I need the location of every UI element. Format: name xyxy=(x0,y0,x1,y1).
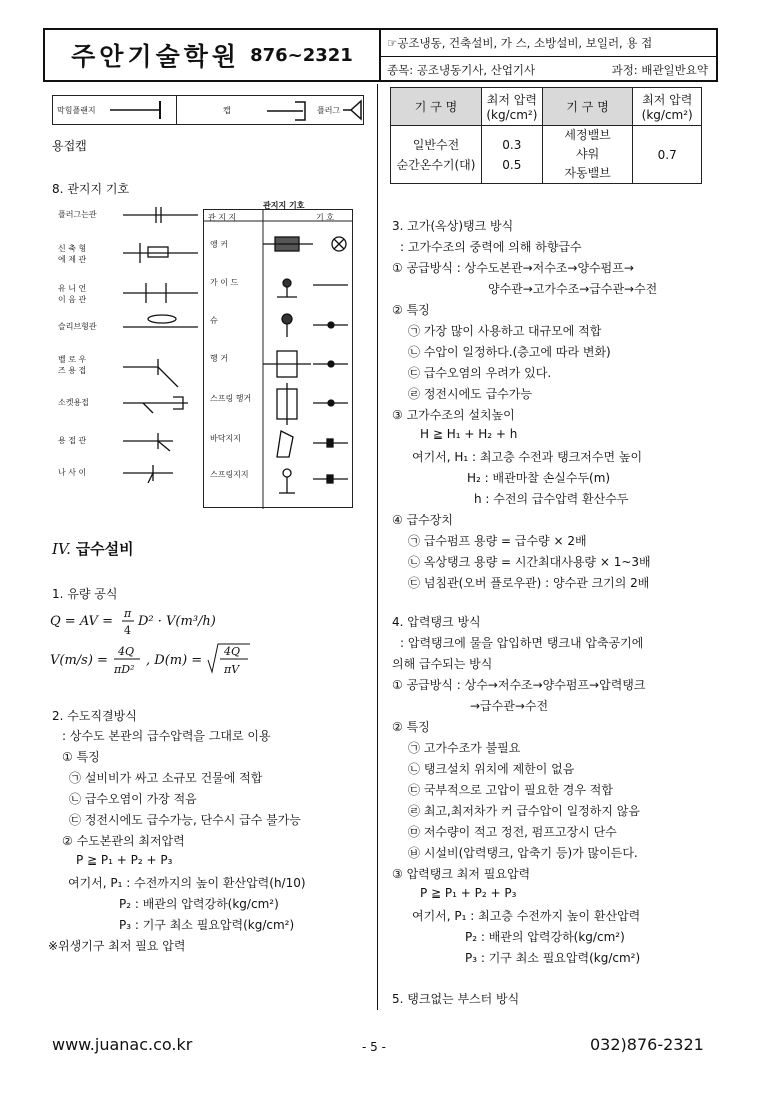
label-cap: 캡 xyxy=(223,106,231,115)
pipe-left-label: 소켓용접 xyxy=(58,398,89,407)
pipe-right-label: 바닥지지 xyxy=(210,434,241,443)
section-title-text: 급수설비 xyxy=(75,540,134,558)
s2-note: ※위생기구 최저 필요 압력 xyxy=(48,939,186,953)
s4-p2: P₂ : 배관의 압력강하(kg/cm²) xyxy=(465,930,625,944)
s4-min: ③ 압력탱크 최저 필요압력 xyxy=(392,867,531,881)
s2-f1: ㉠ 설비비가 싸고 소규모 건물에 적합 xyxy=(69,771,263,785)
section-title xyxy=(52,538,134,559)
pt-r1: 일반수전 xyxy=(412,137,460,152)
s3-heading: 3. 고가(옥상)탱크 방식 xyxy=(392,219,514,233)
section-roman: IV. xyxy=(52,540,71,558)
s4-desc: : 압력탱크에 물을 압입하면 탱크내 압축공기에 xyxy=(400,636,644,650)
s3-device: ④ 급수장치 xyxy=(392,513,453,527)
s2-p3: P₃ : 기구 최소 필요압력(kg/cm²) xyxy=(119,918,295,932)
s3-height: ③ 고가수조의 설치높이 xyxy=(392,408,515,422)
s2-p2: P₂ : 배관의 압력강하(kg/cm²) xyxy=(119,897,279,911)
pt-c2: 샤워 xyxy=(575,147,600,161)
pipe-left-label: 플러그는관 xyxy=(58,210,97,219)
plug-symbol xyxy=(341,96,363,124)
s3-d2: ㉡ 옥상탱크 용량 = 시간최대사용량 × 1~3배 xyxy=(408,555,651,569)
s3-formula: H ≧ H₁ + H₂ + h xyxy=(420,427,518,441)
pt-col1 xyxy=(391,126,482,184)
pt-h2 xyxy=(481,88,542,126)
s3-where: 여기서, H₁ : 최고층 수전과 탱크저수면 높이 xyxy=(412,450,643,464)
pipe-right-label: 행 거 xyxy=(210,354,228,363)
svg-text:4Q: 4Q xyxy=(224,645,241,658)
pipe-left-label: 나 사 이 xyxy=(58,468,87,477)
s4-p3: P₃ : 기구 최소 필요압력(kg/cm²) xyxy=(465,951,641,965)
header-subjects: ☞공조냉동, 건축설비, 가 스, 소방설비, 보일러, 용 접 xyxy=(381,30,716,57)
s3-feature: ② 특징 xyxy=(392,303,430,317)
s2-desc: : 상수도 본관의 급수압력을 그대로 이용 xyxy=(62,729,271,743)
header-phone: 876~2321 xyxy=(250,44,353,66)
s2-heading: 2. 수도직결방식 xyxy=(52,709,137,723)
s2-feature: ① 특징 xyxy=(62,750,100,764)
s4-f6: ㉥ 시설비(압력탱크, 압축기 등)가 많이든다. xyxy=(408,846,638,860)
footer-phone: 032)876-2321 xyxy=(590,1035,704,1054)
s3-supply: ① 공급방식 : 상수도본관→저수조→양수펌프→ xyxy=(392,261,634,275)
pipe-right-label: 가 이 드 xyxy=(210,278,239,287)
s3-desc: : 고가수조의 중력에 의해 하향급수 xyxy=(400,240,582,254)
pt-h4-line2: (kg/cm²) xyxy=(641,108,693,122)
pt-h3: 기 구 명 xyxy=(542,88,633,126)
s3-f1: ㉠ 가장 많이 사용하고 대규모에 적합 xyxy=(408,324,602,338)
pipe-table-title: 관지지 기호 xyxy=(263,201,305,210)
pipe-left-label: 벨 로 우 즈 용 접 xyxy=(58,355,87,375)
s3-f2: ㉡ 수압이 일정하다.(층고에 따라 변화) xyxy=(408,345,611,359)
s4-formula: P ≧ P₁ + P₂ + P₃ xyxy=(420,886,517,900)
label-blind-flange: 막힘플랜지 xyxy=(57,106,96,115)
s3-supply2: 양수관→고가수조→급수관→수전 xyxy=(488,282,658,296)
pipe-right-label: 슈 xyxy=(210,316,218,325)
s4-where: 여기서, P₁ : 최고층 수전까지 높이 환산압력 xyxy=(412,909,641,923)
pt-h2-line1: 최저 압력 xyxy=(486,93,537,107)
pt-r2v: 0.5 xyxy=(502,157,522,172)
s4-f2: ㉡ 탱크설치 위치에 제한이 없음 xyxy=(408,762,575,776)
pt-col3 xyxy=(542,126,633,184)
pt-h4 xyxy=(633,88,702,126)
pipe-right-label: 앵 커 xyxy=(210,240,228,249)
s1-heading: 1. 유량 공식 xyxy=(52,587,118,601)
weld-cap-label: 용접캡 xyxy=(52,139,87,153)
header-course: 과정: 배관일반요약 xyxy=(611,63,708,77)
svg-text:, D(m) =: , D(m) = xyxy=(146,653,203,668)
pt-cv: 0.7 xyxy=(633,126,702,184)
s2-f3: ㉢ 정전시에도 급수가능, 단수시 급수 불가능 xyxy=(69,813,301,827)
pt-col2 xyxy=(481,126,542,184)
flow-formula xyxy=(50,603,300,637)
pt-r2: 순간온수기(대) xyxy=(396,157,476,172)
header-category: 종목: 공조냉동기사, 산업기사 xyxy=(387,63,536,77)
s4-desc2: 의해 급수되는 방식 xyxy=(392,657,493,671)
s3-f3: ㉢ 급수오염의 우려가 있다. xyxy=(408,366,552,380)
logo-title: 주안기술학원 xyxy=(71,42,241,71)
pipe-left-label: 유 니 언 이 음 관 xyxy=(58,284,87,304)
header-info xyxy=(381,30,716,80)
pipe-right-label: 스프링 행거 xyxy=(210,394,252,403)
column-divider xyxy=(377,84,378,1010)
fitting-symbol-row xyxy=(52,95,364,125)
s5-heading: 5. 탱크없는 부스터 방식 xyxy=(392,992,520,1006)
svg-text:4: 4 xyxy=(124,624,131,637)
pipe-support-symbols xyxy=(263,221,353,511)
pipe-right-label: 스프링지지 xyxy=(210,470,249,479)
svg-text:πD²: πD² xyxy=(114,663,135,676)
pressure-table xyxy=(390,87,702,184)
svg-text:π: π xyxy=(124,607,132,620)
header-box xyxy=(43,28,718,82)
svg-text:V(m/s) =: V(m/s) = xyxy=(50,653,108,668)
s2-formula: P ≧ P₁ + P₂ + P₃ xyxy=(76,853,173,867)
pt-h4-line1: 최저 압력 xyxy=(642,93,693,107)
pt-r1v: 0.3 xyxy=(502,137,522,152)
s4-supply2: →급수관→수전 xyxy=(470,699,549,713)
pipe-left-label: 슬리브형관 xyxy=(58,322,97,331)
pt-c1: 세정밸브 xyxy=(564,128,611,142)
pt-c3: 자동밸브 xyxy=(564,166,611,180)
svg-text:Q = AV =: Q = AV = xyxy=(50,614,113,629)
label-plug: 플러그 xyxy=(317,106,341,115)
s4-f1: ㉠ 고가수조가 불필요 xyxy=(408,741,521,755)
pt-h1: 기 구 명 xyxy=(391,88,482,126)
s4-f3: ㉢ 국부적으로 고압이 필요한 경우 적합 xyxy=(408,783,613,797)
s4-f4: ㉣ 최고,최저차가 커 급수압이 일정하지 않음 xyxy=(408,804,640,818)
s3-f4: ㉣ 정전시에도 급수가능 xyxy=(408,387,532,401)
pipe-left-label: 용 접 관 xyxy=(58,436,87,445)
pipe-col-header-2: 기 호 xyxy=(316,213,334,222)
blind-flange-symbol xyxy=(105,96,175,124)
s2-min: ② 수도본관의 최저압력 xyxy=(62,834,185,848)
s3-d3: ㉢ 넘침관(오버 플로우관) : 양수관 크기의 2배 xyxy=(408,576,650,590)
svg-text:πV: πV xyxy=(224,663,240,676)
svg-text:D² · V(m³/h): D² · V(m³/h) xyxy=(138,614,216,629)
s3-h2: H₂ : 배관마찰 손실수두(m) xyxy=(467,471,611,485)
footer-website: www.juanac.co.kr xyxy=(52,1035,193,1054)
s2-where: 여기서, P₁ : 수전까지의 높이 환산압력(h/10) xyxy=(68,876,306,890)
s4-feature: ② 특징 xyxy=(392,720,430,734)
footer-page: - 5 - xyxy=(362,1040,386,1054)
header-row2 xyxy=(381,57,716,83)
pipe-col-header-1: 관 지 지 xyxy=(208,213,237,222)
svg-text:4Q: 4Q xyxy=(118,645,135,658)
s4-heading: 4. 압력탱크 방식 xyxy=(392,615,481,629)
s4-supply: ① 공급방식 : 상수→저수조→양수펌프→압력탱크 xyxy=(392,678,646,692)
pipe-joint-symbols xyxy=(118,197,203,507)
s2-f2: ㉡ 급수오염이 가장 적음 xyxy=(69,792,197,806)
cap-symbol xyxy=(265,96,315,124)
s3-d1: ㉠ 급수펌프 용량 = 급수량 × 2배 xyxy=(408,534,587,548)
header-logo-area xyxy=(45,30,381,80)
pipe-support-heading: 8. 관지지 기호 xyxy=(52,182,130,196)
s4-f5: ㉤ 저수량이 적고 정전, 펌프고장시 단수 xyxy=(408,825,617,839)
s3-h: h : 수전의 급수압력 환산수두 xyxy=(474,492,629,506)
pipe-left-label: 신 축 형 에 제 관 xyxy=(58,244,87,264)
pipe-symbol-diagram xyxy=(58,197,358,515)
pt-h2-line2: (kg/cm²) xyxy=(486,108,538,122)
velocity-formula xyxy=(50,640,310,680)
